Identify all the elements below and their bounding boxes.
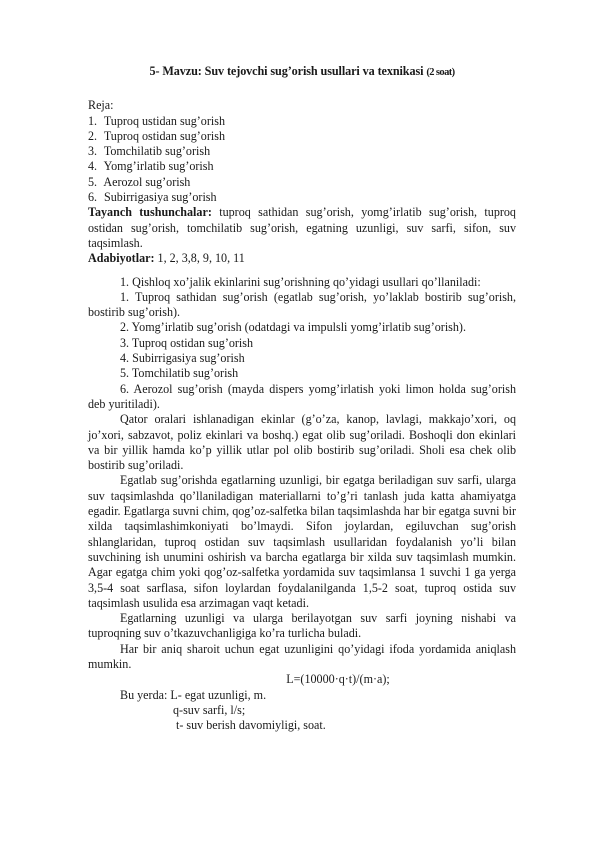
reja-item-num: 3. [88,144,98,159]
reja-list [88,114,516,206]
paragraph: 2. Yomg’irlatib sug’orish (odatdagi va impulsli yomg’irlatib sug’orish). [120,320,466,335]
reja-item-num: 1. [88,113,98,128]
reja-label: Reja: [88,98,114,113]
reja-item-text: Tuproq ostidan sug’orish [103,128,225,143]
formula: L=(10000·q·t)/(m·a); [286,672,390,687]
reja-item [88,144,516,159]
reja-item [88,190,516,205]
reja-item-num: 5. [88,174,98,189]
key-concepts [88,205,516,251]
reja-item-text: Tomchilatib sug’orish [103,144,211,159]
literature-text: 1, 2, 3,8, 9, 10, 11 [154,251,245,266]
title-main: 5- Mavzu: Suv tejovchi sug’orish usullari va texnikasi [149,64,424,78]
document-page [88,64,516,733]
paragraph: Har bir aniq sharoit uchun egat uzunligini qo’yidagi ifoda yordamida aniqlash mumkin. [88,641,516,671]
paragraph: 6. Aerozol sug’orish (mayda dispers yomg’irlatish yoki limon holda sug’orish deb yuritiladi). [88,381,516,411]
formula-legend-line: t- suv berish davomiyligi, soat. [176,718,326,733]
literature [88,251,516,266]
reja-item-text: Subirrigasiya sug’orish [104,190,217,205]
reja-item-text: Yomg’irlatib sug’orish [103,159,214,174]
reja-item-text: Tuproq ustidan sug’orish [103,113,225,128]
page-title [88,64,516,80]
paragraph: Qator oralari ishlanadigan ekinlar (g’o’za, kanop, lavlagi, makkajo’xori, oq jo’xori, sabzavot, poliz ekinlari va boshq.) egat olib sug’oriladi. Boshoqli don ekinlari va bir yillik hamda ko’p yillik utlar pol olib bostirib sug’oriladi. Sholi esa chek olib bostirib sug’oriladi. [88,412,516,473]
reja-item-text: Aerozol sug’orish [103,174,191,189]
paragraph: 4. Subirrigasiya sug’orish [120,351,245,366]
key-concepts-text: tuproq sathidan sug’orish, yomg’irlatib sug’orish, tuproq ostidan sug’orish, tomchilatib sug’orish, egatning uzunligi, suv sarfi, sifon, suv taqsimlash. [88,205,516,250]
reja-item [88,175,516,190]
paragraph: 1. Qishloq xo’jalik ekinlarini sug’orishning qo’yidagi usullari qo’llaniladi: [120,274,481,289]
reja-item-num: 4. [88,159,98,174]
formula-legend-line: Bu yerda: L- egat uzunligi, m. [120,687,267,702]
paragraph: Egatlab sug’orishda egatlarning uzunligi, bir egatga beriladigan suv sarfi, ularga suv taqsimlashda qo’llaniladigan materiallarni to’g’ri tanlash juda katta ahamiyatga egadir. Egatlarga suvni chim, qog’oz-salfetka bilan taqsimlashda har bir egatga suvni bir xilda taqsimlashimkoniyati bo’lmaydi. Sifon joylardan, egiluvchan sug’orish shlanglaridan, tuproq ostidan suv taqsimlash usullaridan foydalanish yo’li bilan suvchining ish unumini oshirish va barcha egatlarga bir xilda suv taqsimlash mumkin. Agar egatga chim yoki qog’oz-salfetka yordamida suv taqsimlansa 1 suvchi 1 ga yerga 3,5-4 soat sarflasa, sifon loylardan foydalanilganda 1,5-2 soat, tuproq ostida suv taqsimlash usulida esa arzimagan vaqt ketadi. [88,473,516,610]
literature-label: Adabiyotlar: [88,251,155,266]
formula-legend-line: q-suv sarfi, l/s; [173,702,246,717]
paragraph: 5. Tomchilatib sug’orish [120,366,239,381]
key-concepts-label: Tayanch tushunchalar: [88,205,212,220]
paragraph: 3. Tuproq ostidan sug’orish [120,335,254,350]
reja-item [88,114,516,129]
reja-item-num: 2. [88,128,98,143]
paragraph: Egatlarning uzunligi va ularga berilayotgan suv sarfi joyning nishabi va tuproqning suv o’tkazuvchanligiga ko’ra turlicha buladi. [88,611,516,641]
reja-item [88,159,516,174]
title-hours: (2 soat) [426,67,455,78]
paragraph: 1. Tuproq sathidan sug’orish (egatlab sug’orish, yo’laklab bostirib sug’orish, bostirib sug’orish). [88,289,516,320]
reja-item-num: 6. [88,190,98,205]
reja-item [88,129,516,144]
